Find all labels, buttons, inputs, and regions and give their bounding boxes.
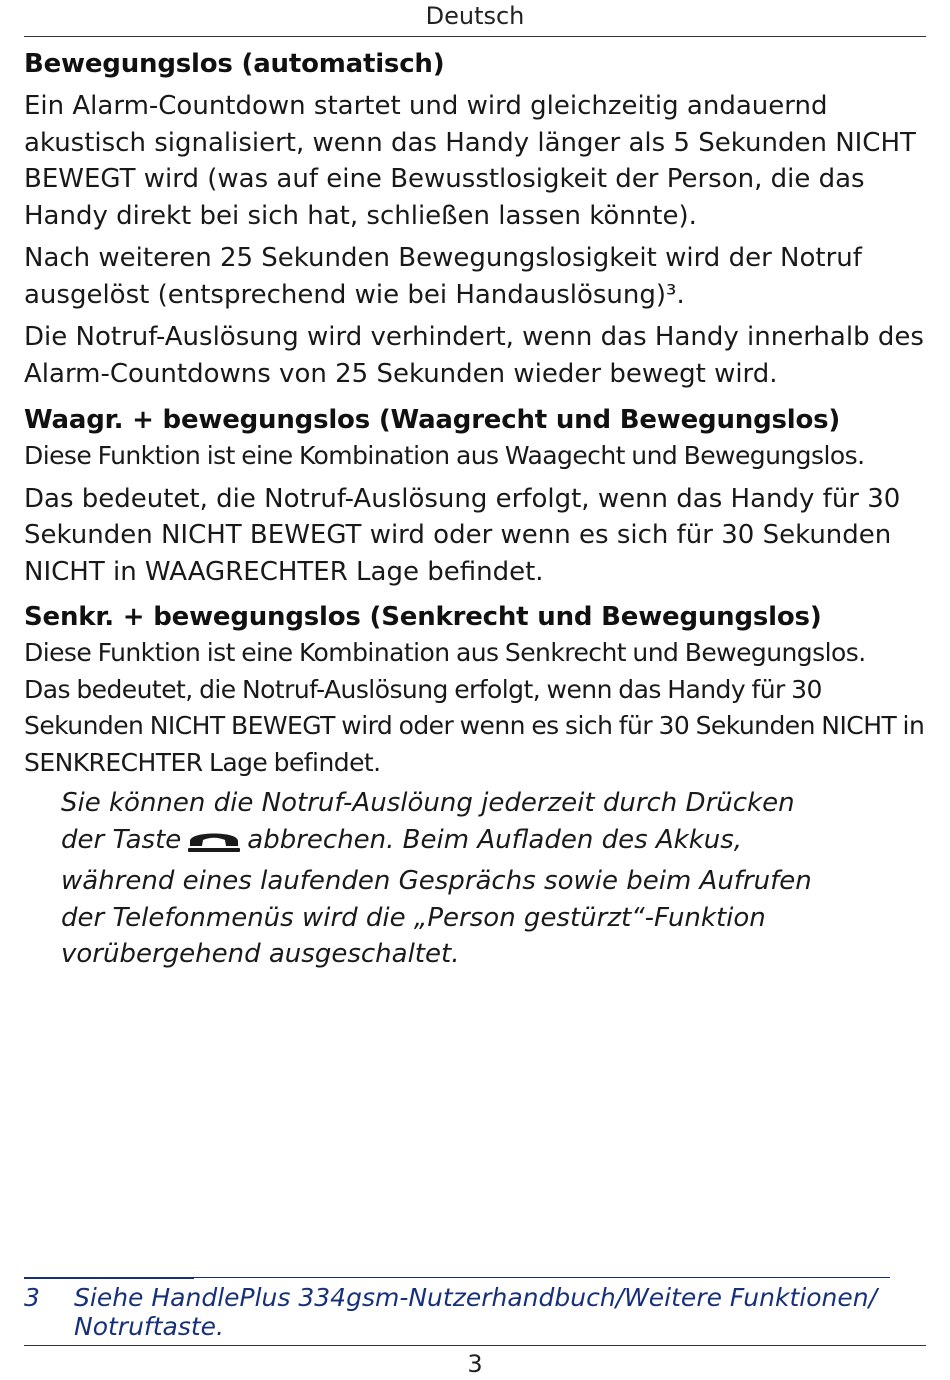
- note-text-before-icon: Sie können die Notruf-Auslöung jederzeit durch Drücken der Taste: [61, 788, 795, 855]
- header-rule: [24, 36, 926, 37]
- paragraph: Nach weiteren 25 Sekunden Bewegungslosigkeit wird der Notruf ausgelöst (entsprechend wie bei Handauslösung)³.: [24, 243, 862, 310]
- note-paragraph: [61, 785, 841, 973]
- paragraph: Das bedeutet, die Notruf-Auslösung erfolgt, wenn das Handy für 30 Sekunden NICHT BEWEGT wird oder wenn es sich für 30 Sekunden NICHT in SENKRECHTER Lage befindet.: [24, 674, 925, 777]
- section-bewegungslos: [24, 46, 926, 392]
- footnote-number: 3: [24, 1283, 40, 1312]
- section-heading-waagrecht: Waagr. + bewegungslos (Waagrecht und Bewegungslos): [24, 405, 841, 435]
- paragraph: Diese Funktion ist eine Kombination aus Senkrecht und Bewegungslos.: [24, 638, 866, 667]
- paragraph: Diese Funktion ist eine Kombination aus Waagecht und Bewegungslos.: [24, 441, 865, 470]
- footnote-text: Siehe HandlePlus 334gsm-Nutzerhandbuch/Weitere Funktionen/ Notruftaste.: [74, 1283, 877, 1341]
- page-number: 3: [467, 1350, 483, 1378]
- paragraph: Die Notruf-Auslösung wird verhindert, wenn das Handy innerhalb des Alarm-Countdowns von 25 Sekunden wieder bewegt wird.: [24, 322, 924, 389]
- paragraph: Ein Alarm-Countdown startet und wird gleichzeitig andauernd akustisch signalisiert, wenn das Handy länger als 5 Sekunden NICHT BEWEGT wird (was auf eine Bewusstlosigkeit der Person, die das Handy direkt bei sich hat, schließen lassen könnte).: [24, 91, 916, 231]
- note-text-after-icon: abbrechen. Beim Aufladen des Akkus, während eines laufenden Gesprächs sowie beim Aufrufen der Telefonmenüs wird die „Person gestürzt“-Funktion vorübergehend ausgeschaltet.: [61, 824, 812, 969]
- hang-up-phone-icon: [185, 827, 243, 864]
- paragraph: Das bedeutet, die Notruf-Auslösung erfolgt, wenn das Handy für 30 Sekunden NICHT BEWEGT wird oder wenn es sich für 30 Sekunden NICHT in WAAGRECHTER Lage befindet.: [24, 483, 901, 587]
- running-header-language: Deutsch: [425, 2, 525, 30]
- section-waagrecht-bewegungslos: [24, 402, 926, 590]
- section-heading-bewegungslos: Bewegungslos (automatisch): [24, 49, 445, 79]
- footnote-separator-accent: [24, 1277, 194, 1279]
- footer-rule: [24, 1345, 926, 1346]
- section-senkrecht-bewegungslos: [24, 599, 926, 781]
- footnote: [24, 1283, 904, 1341]
- page-content: [24, 46, 926, 973]
- section-heading-senkrecht: Senkr. + bewegungslos (Senkrecht und Bewegungslos): [24, 602, 822, 632]
